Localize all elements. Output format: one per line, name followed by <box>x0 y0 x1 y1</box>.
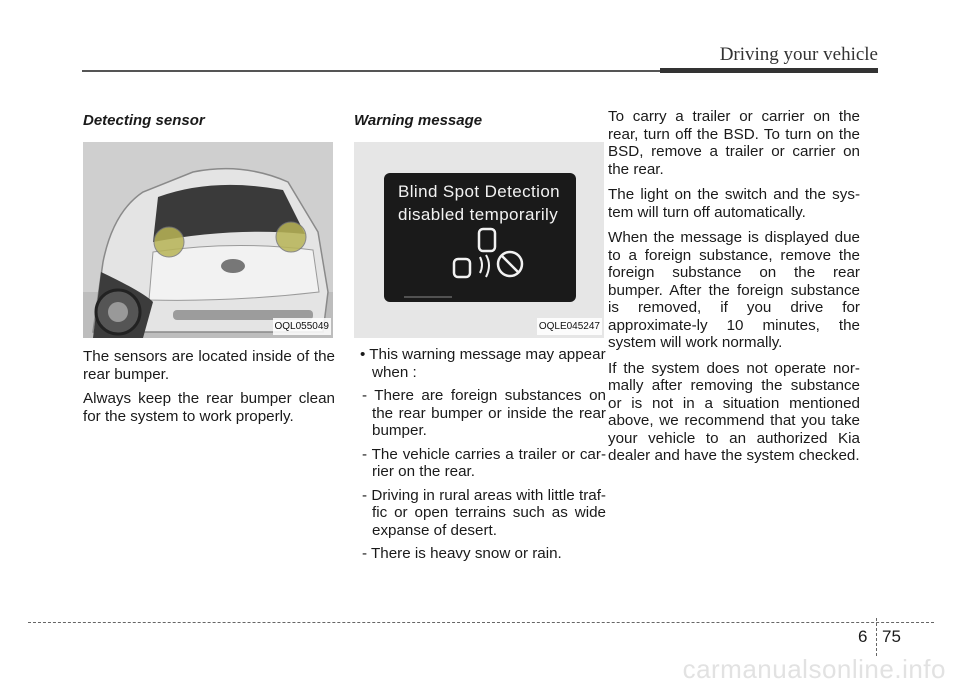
page-number: 75 <box>882 627 901 646</box>
rear-bumper-sensor-figure <box>83 142 333 338</box>
footer-divider <box>28 622 934 623</box>
watermark: carmanualsonline.info <box>682 654 946 684</box>
paragraph: If the system does not operate nor-mally after removing the substance or is not in a situation mentioned above, we recommend that you take your vehicle to an authorized Kia dealer and have the system checked. <box>608 359 860 464</box>
bullet-item: • This warning message may appear when : <box>360 346 606 381</box>
figure-code: OQL055049 <box>273 318 332 336</box>
bsd-indicator-icon <box>384 173 576 302</box>
page-number-separator <box>876 618 877 656</box>
warning-text-line-2: disabled temporarily <box>398 205 559 224</box>
condition-list <box>354 387 606 563</box>
list-item: - The vehicle carries a trailer or car-rier on the rear. <box>362 445 606 480</box>
cluster-display <box>384 173 576 302</box>
paragraph: When the message is displayed due to a foreign substance, remove the foreign substance on the rear bumper. After the foreign substance is removed, if you drive for approximate-ly 10 minutes, the system will work normally. <box>608 229 860 351</box>
bullet-text: This warning message may appear when : <box>369 346 606 381</box>
list-item: - There is heavy snow or rain. <box>362 545 562 562</box>
section-title: Driving your vehicle <box>719 44 878 65</box>
warning-text-line-1: Blind Spot Detection <box>398 182 561 201</box>
list-item: - Driving in rural areas with little traf-fic or open terrains such as wide expanse of desert. <box>362 486 606 539</box>
paragraph: The light on the switch and the sys-tem will turn off automatically. <box>608 186 860 221</box>
header-accent-bar <box>660 68 878 73</box>
chapter-number: 6 <box>858 627 868 646</box>
column-warning-message <box>354 108 606 569</box>
cluster-warning-figure <box>354 142 604 338</box>
paragraph: Always keep the rear bumper clean for the system to work properly. <box>83 390 335 425</box>
warning-message-heading: Warning message <box>354 112 483 129</box>
detecting-sensor-heading: Detecting sensor <box>83 112 205 129</box>
car-rear-illustration <box>83 142 333 338</box>
paragraph: To carry a trailer or carrier on the rear, turn off the BSD. To turn on the BSD, remove a trailer or carrier on the rear. <box>608 108 860 178</box>
figure-code: OQLE045247 <box>537 318 602 336</box>
list-item: - There are foreign substances on the rear bumper or inside the rear bumper. <box>362 387 606 439</box>
column-detecting-sensor <box>83 108 335 432</box>
paragraph: The sensors are located inside of the rear bumper. <box>83 348 335 383</box>
column-instructions <box>608 108 860 473</box>
